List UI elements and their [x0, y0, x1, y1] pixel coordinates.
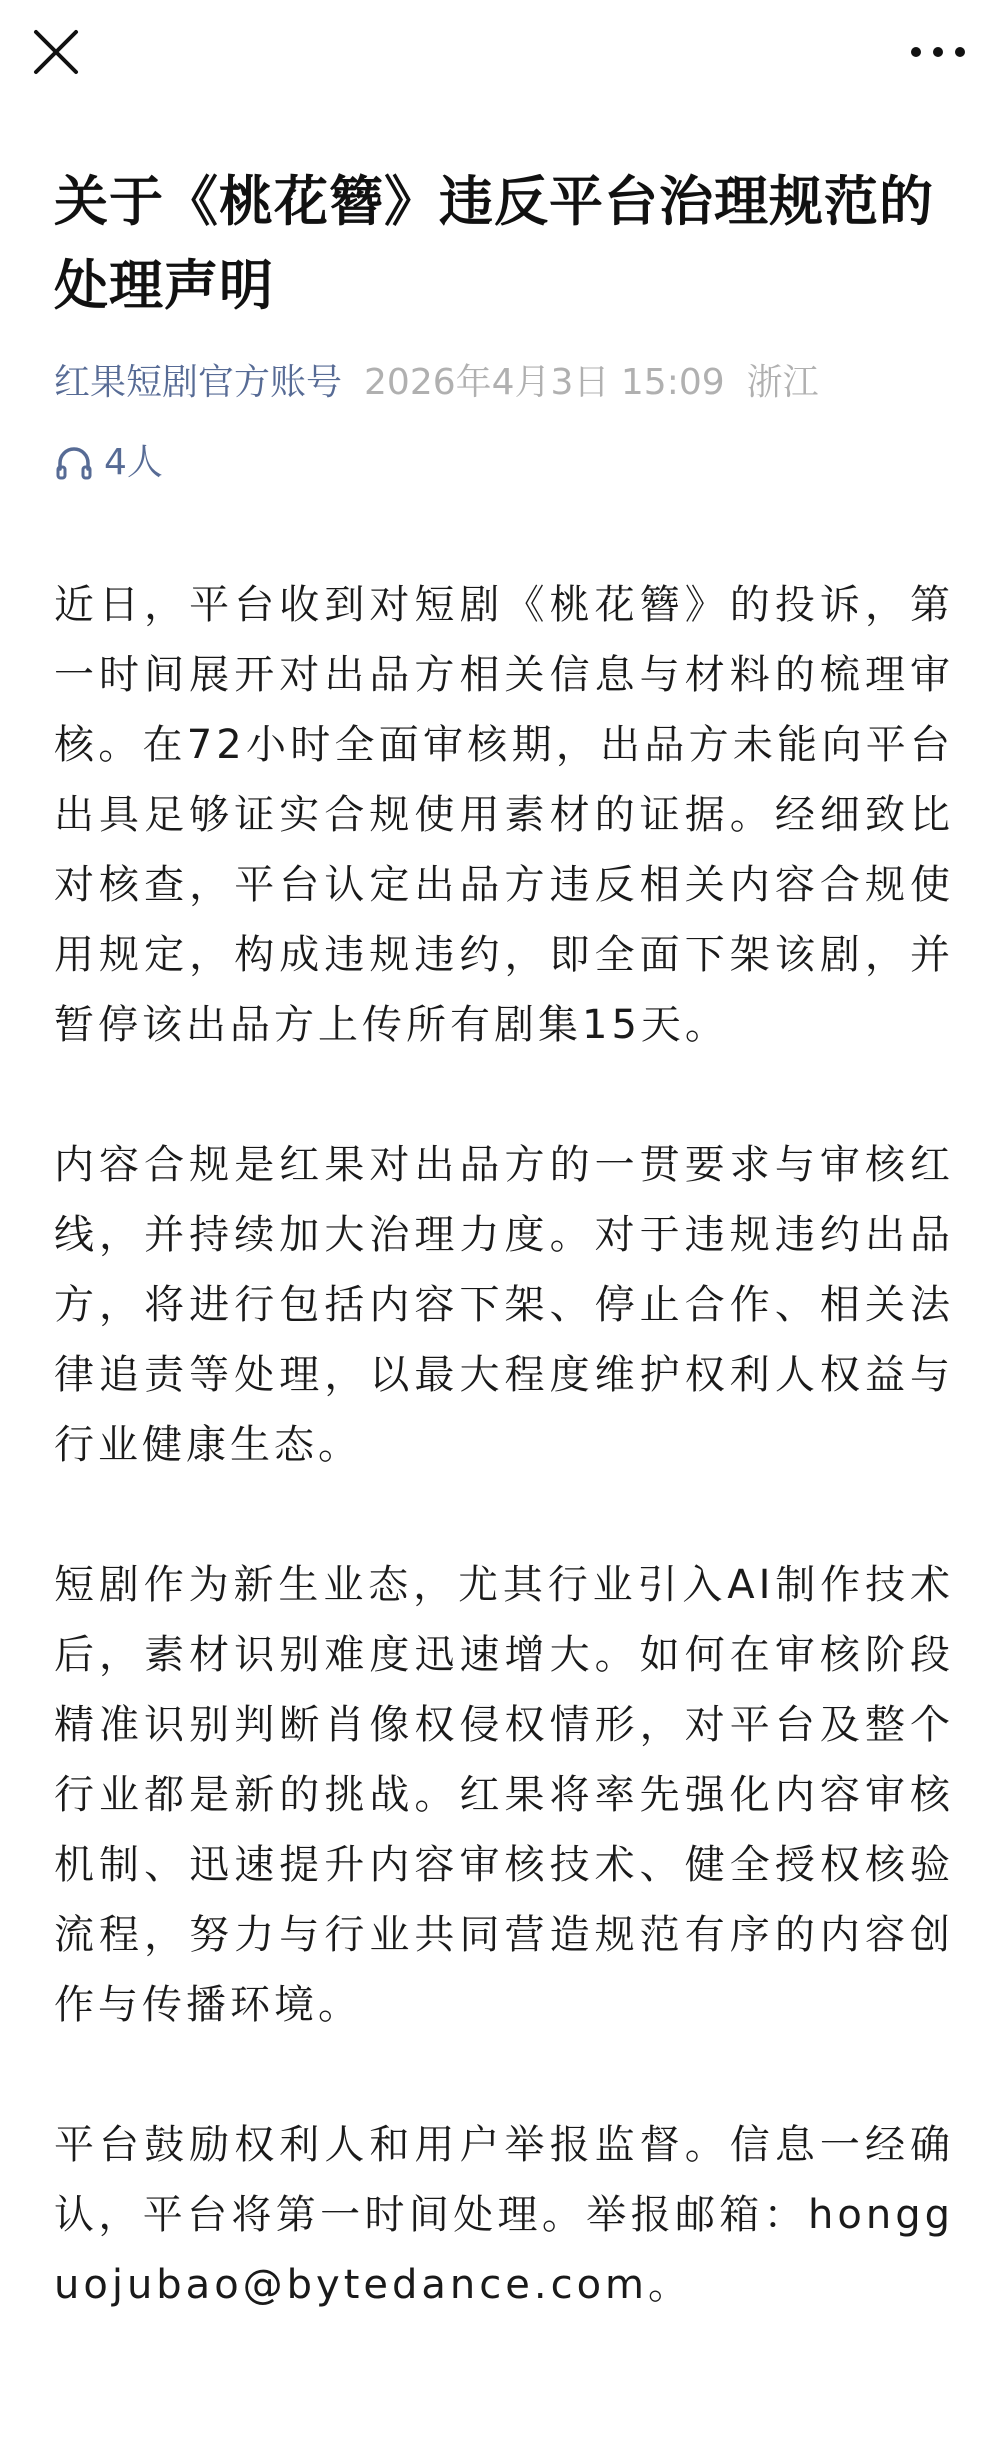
paragraph-4: 平台鼓励权利人和用户举报监督。信息一经确认，平台将第一时间处理。举报邮箱：hongguojubao@bytedance.com。 [54, 2122, 954, 2308]
article-meta [54, 358, 954, 408]
article-title: 关于《桃花簪》违反平台治理规范的处理声明 [54, 170, 934, 317]
listen-count[interactable] [54, 438, 954, 488]
paragraph-1: 近日，平台收到对短剧《桃花簪》的投诉，第一时间展开对出品方相关信息与材料的梳理审核。在72小时全面审核期，出品方未能向平台出具足够证实合规使用素材的证据。经细致比对核查，平台认定出品方违反相关内容合规使用规定，构成违规违约，即全面下架该剧，并暂停该出品方上传所有剧集15天。 [54, 582, 954, 1048]
publish-date: 2026年4月3日 15:09 [364, 362, 725, 403]
more-icon [908, 30, 968, 74]
close-button[interactable] [30, 26, 82, 78]
top-bar [0, 0, 1000, 110]
listener-count-text: 4人 [104, 442, 163, 483]
more-options-button[interactable] [908, 30, 968, 74]
publish-region: 浙江 [746, 362, 819, 403]
paragraph-2: 内容合规是红果对出品方的一贯要求与审核红线，并持续加大治理力度。对于违规违约出品方，将进行包括内容下架、停止合作、相关法律追责等处理，以最大程度维护权利人权益与行业健康生态。 [54, 1142, 954, 1468]
headphones-icon [54, 443, 94, 483]
account-name-link[interactable]: 红果短剧官方账号 [54, 362, 343, 403]
close-icon [30, 26, 82, 78]
paragraph-3: 短剧作为新生业态，尤其行业引入AI制作技术后，素材识别难度迅速增大。如何在审核阶段精准识别判断肖像权侵权情形，对平台及整个行业都是新的挑战。红果将率先强化内容审核机制、迅速提升内容审核技术、健全授权核验流程，努力与行业共同营造规范有序的内容创作与传播环境。 [54, 1562, 954, 2028]
article-content [54, 570, 954, 2320]
article [54, 160, 954, 2390]
